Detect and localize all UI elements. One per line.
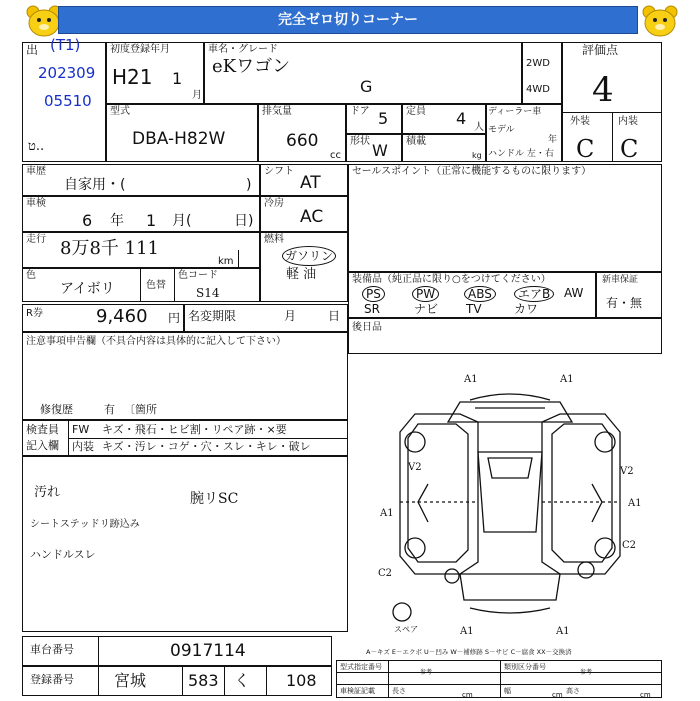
handwritten-area	[22, 456, 348, 632]
score-label: 評価点	[582, 43, 619, 57]
score-int-label: 内装	[618, 116, 638, 127]
plate-class: 583	[188, 671, 219, 690]
lot-line3: 05510	[44, 92, 92, 110]
score-ext-value: C	[576, 135, 595, 163]
fuel-value-gasoline: ガソリン	[282, 246, 336, 266]
notes-label: 注意事項申告欄（不具合内容は具体的に記入して下さい）	[26, 336, 286, 347]
inspection-box	[22, 196, 260, 232]
fw-label: FW	[72, 423, 90, 436]
repair-value: 有	[104, 403, 115, 416]
damage-mark: A1	[460, 626, 474, 637]
mileage-value: 8万8千 111	[60, 238, 159, 259]
load-unit: kg	[472, 151, 482, 160]
plate-number: 108	[286, 671, 317, 690]
displacement-value: 660	[286, 131, 319, 151]
dealer-year-unit: 年	[548, 135, 558, 145]
header-bar	[58, 6, 638, 34]
inspection-month: 1	[146, 211, 157, 230]
repair-bracket: 〔箇所	[124, 403, 157, 416]
inspection-label: 車検	[26, 198, 46, 209]
color-label: 色	[26, 270, 36, 281]
spec-height: 高さ	[566, 687, 580, 695]
usage-box	[22, 164, 260, 196]
equip-row2	[364, 302, 594, 318]
sales-point-box	[348, 164, 662, 272]
equip-item: エアB	[514, 286, 554, 302]
spec-length: 長さ	[392, 687, 406, 695]
inspection-month-unit: 月(	[172, 213, 192, 229]
equip-item: ABS	[464, 286, 496, 302]
usage-value: 自家用・(	[64, 177, 126, 193]
spec-unit: cm	[640, 691, 651, 699]
drive-2wd: 2WD	[526, 58, 550, 69]
int-label: 内装	[72, 440, 94, 453]
warranty-label: 新車保証	[602, 275, 639, 285]
inspection-year: 6	[82, 211, 93, 230]
shape-label: 形状	[350, 136, 370, 147]
equip-item: PS	[362, 286, 385, 302]
car-damage-diagram	[360, 362, 660, 642]
capacity-value: 4	[456, 109, 467, 128]
doors-value: 5	[378, 109, 389, 128]
damage-mark: V2	[408, 462, 422, 473]
color-code-label: 色コード	[178, 270, 218, 281]
doors-label: ドア	[350, 106, 370, 117]
usage-close: )	[246, 177, 252, 193]
recycle-value: 9,460	[96, 306, 148, 327]
reg-year-label: 初度登録年月	[110, 44, 170, 55]
int-items: キズ・汚レ・コゲ・穴・スレ・キレ・破レ	[102, 440, 311, 453]
fw-items: キズ・飛石・ヒビ割・リペア跡・×要	[102, 423, 287, 436]
equip-item: カワ	[514, 302, 539, 316]
reg-year-month: 1	[172, 69, 183, 88]
drive-4wd: 4WD	[526, 84, 550, 95]
damage-mark: A1	[380, 508, 394, 519]
shape-value: W	[372, 141, 388, 160]
equip-item: PW	[412, 286, 439, 302]
damage-legend: A－キズ E－エクボ U－凹み W－補修跡 S－サビ C－腐食 XX－交換済	[366, 648, 572, 656]
score-value: 4	[592, 70, 614, 110]
handwritten-note: 汚れ	[34, 485, 61, 500]
handwritten-note: シートステッドリ跡込み	[30, 519, 140, 530]
equip-row1	[362, 286, 592, 302]
damage-mark: V2	[620, 466, 634, 477]
type-value: DBA-H82W	[132, 129, 226, 149]
shift-label: シフト	[264, 166, 294, 177]
plate-kana: く	[234, 671, 251, 690]
color-value: アイボリ	[60, 281, 115, 297]
equip-item: ナビ	[414, 302, 439, 316]
color-code-value: S14	[196, 286, 220, 300]
displacement-unit: cc	[330, 150, 341, 161]
recycle-label: R券	[26, 308, 43, 319]
load-label: 積載	[406, 136, 426, 147]
lot-scribble: ט..	[28, 139, 45, 154]
mileage-label: 走行	[26, 234, 46, 245]
aircon-value: AC	[300, 207, 324, 227]
lot-prefix: 出	[26, 43, 39, 57]
shift-value: AT	[300, 173, 321, 193]
name-model: eKワゴン	[212, 56, 291, 77]
inspection-day-unit: 日)	[234, 213, 254, 229]
score-ext-label: 外装	[570, 116, 590, 127]
spec-box	[336, 660, 662, 698]
chassis-label: 車台番号	[30, 643, 74, 656]
spec-ref2: 参考	[580, 669, 593, 676]
mascot-right-icon	[640, 4, 680, 38]
equip-label: 装備品（純正品に限り○をつけてください）	[352, 274, 551, 285]
color-box	[22, 268, 260, 302]
damage-mark: C2	[622, 540, 637, 551]
name-change-month: 月	[284, 309, 297, 323]
spec-width: 幅	[504, 687, 511, 695]
spec-unit: cm	[552, 691, 563, 699]
name-grade: G	[360, 77, 373, 96]
type-label: 型式	[110, 106, 130, 117]
lot-line1: (T1)	[50, 36, 81, 54]
spec-unit: cm	[462, 691, 473, 699]
reg-year-era: H21	[112, 65, 153, 89]
score-int-value: C	[620, 135, 639, 163]
repair-label: 修復歴	[40, 403, 73, 416]
handwritten-note: 腕リSC	[190, 491, 239, 507]
dealer-label: ディーラー車	[488, 107, 542, 117]
equip-item: TV	[466, 302, 482, 316]
spec-label2: 類別区分番号	[504, 663, 546, 671]
equip-item: AW	[564, 286, 584, 300]
name-change-label: 名変期限	[188, 309, 237, 323]
damage-mark: A1	[560, 374, 574, 385]
spec-label1: 型式指定番号	[340, 663, 382, 671]
fuel-value-diesel: 軽 油	[286, 267, 317, 282]
damage-mark: A1	[464, 374, 478, 385]
dealer-model-year: モデル	[488, 125, 515, 135]
inspection-year-unit: 年	[110, 213, 124, 229]
warranty-value: 有・無	[606, 296, 643, 310]
delivery-label: 後日品	[352, 322, 382, 333]
page-title: 完全ゼロ切りコーナー	[278, 12, 418, 28]
displacement-label: 排気量	[262, 106, 292, 117]
sales-point-label: セールスポイント（正常に機能するものに限ります）	[352, 166, 592, 177]
capacity-unit: 人	[474, 122, 484, 133]
delivery-box	[348, 318, 662, 354]
recycle-unit: 円	[168, 311, 181, 325]
fuel-label: 燃料	[264, 234, 284, 245]
plate-label: 登録番号	[30, 673, 74, 686]
equip-item: SR	[364, 302, 380, 316]
reg-year-month-unit: 月	[192, 90, 202, 101]
damage-mark: A1	[556, 626, 570, 637]
inspector-label1: 検査員	[26, 423, 59, 436]
spec-label3: 車検証記載	[340, 687, 375, 695]
damage-mark: C2	[378, 568, 393, 579]
plate-region: 宮城	[114, 671, 147, 690]
color-change-label: 色替	[146, 280, 166, 291]
name-label: 車名・グレード	[208, 44, 278, 55]
name-change-day: 日	[328, 309, 341, 323]
aircon-label: 冷房	[264, 198, 284, 209]
usage-label: 車歴	[26, 166, 46, 177]
inspector-label2: 記入欄	[26, 439, 59, 452]
dealer-handle: ハンドル 左・右	[488, 149, 554, 159]
spec-ref1: 参考	[420, 669, 433, 676]
capacity-label: 定員	[406, 106, 426, 117]
chassis-value: 0917114	[170, 641, 246, 661]
lot-line2: 202309	[38, 64, 96, 82]
damage-mark: A1	[628, 498, 642, 509]
spare-label: スペア	[394, 625, 418, 634]
mileage-unit: km	[218, 256, 234, 267]
handwritten-note: ハンドルスレ	[30, 548, 96, 561]
